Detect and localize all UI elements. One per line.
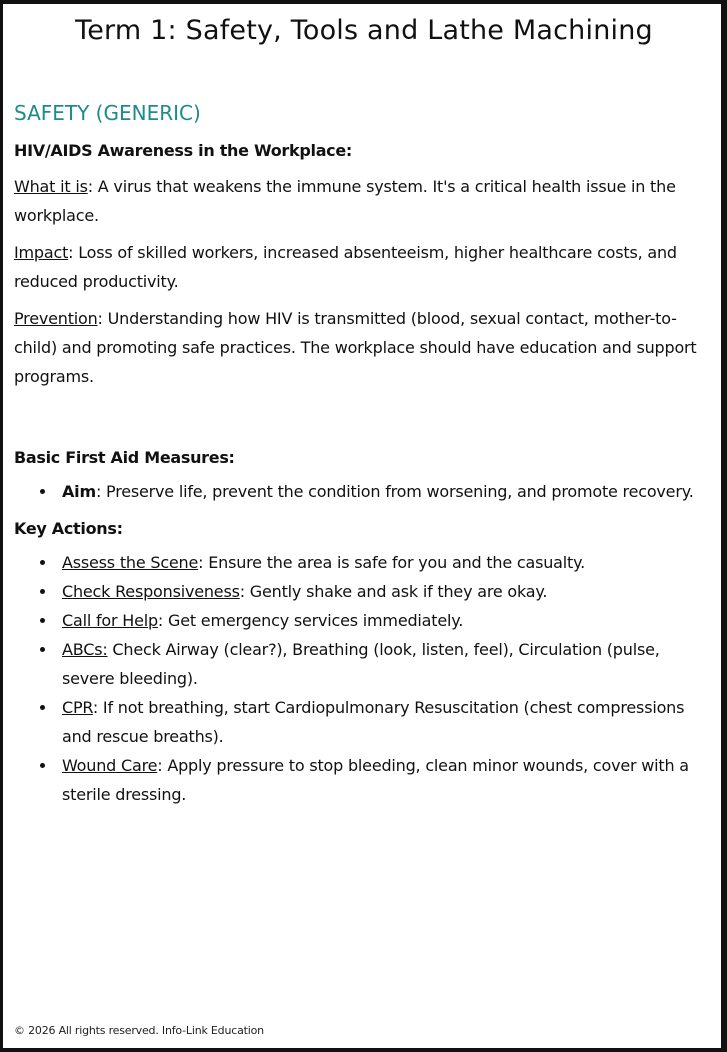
action-text: Check Airway (clear?), Breathing (look, listen, feel), Circulation (pulse, severe bleeding). [62,640,660,688]
action-term: ABCs: [62,640,108,659]
action-term: CPR [62,698,93,717]
aim-term: Aim [62,482,96,501]
item-term: Prevention [14,309,98,328]
first-aid-aim-list [14,477,714,506]
first-aid-heading: Basic First Aid Measures: [14,448,235,467]
action-term: Wound Care [62,756,158,775]
list-item [62,693,714,751]
action-term: Check Responsiveness [62,582,240,601]
action-text: : Apply pressure to stop bleeding, clean minor wounds, cover with a sterile dressing. [62,756,689,804]
action-text: : Gently shake and ask if they are okay. [239,582,548,601]
aim-text: : Preserve life, prevent the condition from worsening, and promote recovery. [95,482,694,501]
copyright-footer: © 2026 All rights reserved. Info-Link Education [14,1024,264,1037]
key-actions-list [14,548,714,809]
item-text: : A virus that weakens the immune system. It's a critical health issue in the workplace. [14,177,676,225]
list-item [62,548,714,577]
key-actions-heading: Key Actions: [14,519,123,538]
hiv-what-it-is [14,172,714,230]
action-term: Assess the Scene [62,553,199,572]
section-heading-safety: SAFETY (GENERIC) [14,101,201,125]
item-term: What it is [14,177,88,196]
item-term: Impact [14,243,69,262]
list-item [62,635,714,693]
page-border-top [0,0,727,4]
item-text: : Understanding how HIV is transmitted (blood, sexual contact, mother-to-child) and promoting safe practices. The workplace should have education and support programs. [14,309,697,386]
section-spacer [14,391,714,435]
item-text: : Loss of skilled workers, increased absenteeism, higher healthcare costs, and reduced productivity. [14,243,677,291]
action-text: : Ensure the area is safe for you and the casualty. [198,553,585,572]
hiv-heading: HIV/AIDS Awareness in the Workplace: [14,141,353,160]
action-text: : Get emergency services immediately. [157,611,464,630]
page-border-left [0,0,3,1052]
list-item [62,606,714,635]
page-border-right [721,0,727,1052]
page-title: Term 1: Safety, Tools and Lathe Machining [75,15,653,46]
list-item [62,577,714,606]
page-border-bottom [0,1048,727,1052]
hiv-impact [14,238,714,296]
list-item [62,751,714,809]
page-content [14,12,714,809]
action-text: : If not breathing, start Cardiopulmonary Resuscitation (chest compressions and rescue breaths). [62,698,685,746]
hiv-prevention [14,304,714,391]
action-term: Call for Help [62,611,158,630]
list-item [62,477,714,506]
